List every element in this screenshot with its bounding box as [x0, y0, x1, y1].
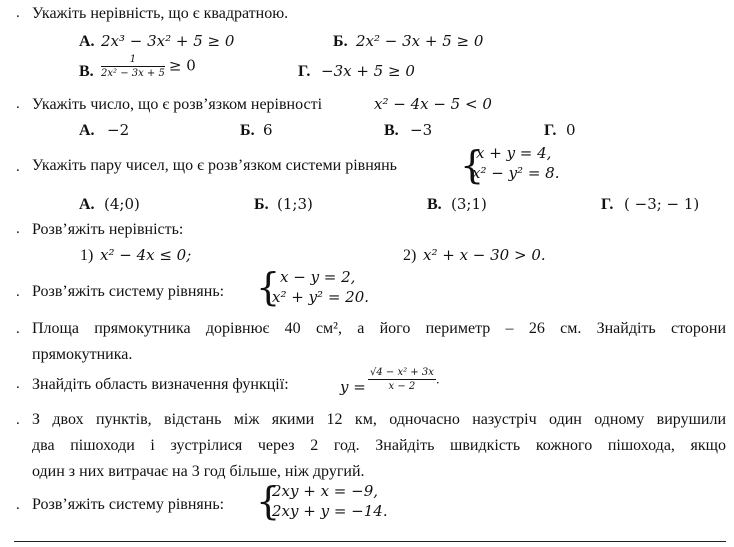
bottom-divider	[14, 541, 726, 542]
q9-equation-1: 2xy + x = −9,	[272, 482, 379, 500]
system-brace: {	[256, 265, 281, 309]
q4-prompt: Розв’яжіть нерівність:	[32, 221, 184, 238]
q3-equation-1: x + y = 4,	[476, 144, 552, 162]
fraction-numerator: √4 − x² + 3x	[370, 367, 434, 378]
q3-option-g-letter: Г.	[601, 196, 614, 213]
q4-part-1: x² − 4x ≤ 0;	[100, 246, 192, 264]
q3-option-a-letter: А.	[79, 196, 95, 213]
q7-lhs: y =	[340, 378, 366, 396]
q2-prompt: Укажіть число, що є розв’язком нерівності	[32, 96, 323, 113]
fraction-denominator: 2x² − 3x + 5	[101, 68, 165, 79]
bullet: .	[16, 159, 20, 175]
q2-option-a: −2	[107, 121, 130, 139]
bullet: .	[16, 376, 20, 392]
q3-option-a: (4;0)	[104, 195, 140, 213]
bullet: .	[16, 96, 20, 112]
q1-option-v	[101, 54, 196, 80]
bullet: .	[16, 497, 20, 513]
q8-text-line-1: З двох пунктів, відстань між якими 12 км, одночасно назустріч один одному вирушили	[32, 411, 726, 428]
q6-text-line-2: прямокутника.	[32, 346, 133, 363]
q8-text-line-2: два пішоходи і зустрілися через 2 год. Знайдіть швидкість кожного пішохода, якщо	[32, 437, 726, 454]
bullet: .	[16, 321, 20, 337]
system-brace: {	[460, 143, 485, 187]
q1-option-v-tail: ≥ 0	[168, 56, 196, 75]
q2-option-v-letter: В.	[384, 122, 399, 139]
q5-equation-1: x − y = 2,	[280, 268, 356, 286]
q3-equation-2: x² − y² = 8.	[472, 164, 560, 182]
q3-option-b: (1;3)	[277, 195, 313, 213]
bullet: .	[16, 5, 20, 21]
q2-option-g-letter: Г.	[544, 122, 557, 139]
q4-part-2: x² + x − 30 > 0.	[423, 246, 546, 264]
q3-prompt: Укажіть пару чисел, що є розв’язком системи рівнянь	[32, 157, 397, 174]
q4-part-2-label: 2)	[403, 247, 417, 264]
system-brace: {	[256, 479, 281, 523]
q3-option-g: ( −3; − 1)	[624, 195, 700, 213]
q2-option-a-letter: А.	[79, 122, 95, 139]
q1-option-g: −3x + 5 ≥ 0	[321, 62, 415, 80]
q5-equation-2: x² + y² = 20.	[272, 288, 370, 306]
q2-option-b: 6	[263, 121, 273, 139]
fraction-denominator: x − 2	[388, 381, 416, 392]
fraction	[368, 367, 436, 393]
bullet: .	[16, 412, 20, 428]
q2-option-b-letter: Б.	[240, 122, 255, 139]
fraction-numerator: 1	[101, 54, 165, 67]
q5-prompt: Розв’яжіть систему рівнянь:	[32, 283, 225, 300]
q7-prompt: Знайдіть область визначення функції:	[32, 376, 289, 393]
bullet: .	[16, 221, 20, 237]
q9-equation-2: 2xy + y = −14.	[272, 502, 388, 520]
q2-expression: x² − 4x − 5 < 0	[374, 95, 492, 113]
q1-prompt: Укажіть нерівність, що є квадратною.	[32, 5, 289, 22]
q8-text-line-3: один з них витрачає на 3 год більше, ніж другий.	[32, 463, 365, 480]
q3-option-v-letter: В.	[427, 196, 442, 213]
q1-option-b: 2x² − 3x + 5 ≥ 0	[356, 32, 484, 50]
q1-option-v-letter: В.	[79, 63, 94, 80]
q1-option-a-letter: А.	[79, 33, 95, 50]
q3-option-v: (3;1)	[451, 195, 487, 213]
q7-fraction: $\frac{\text{√4 − x² + 3x}}{x - 2}$ .	[370, 367, 440, 392]
q4-part-1-label: 1)	[80, 247, 94, 264]
fraction	[101, 54, 165, 80]
q3-option-b-letter: Б.	[254, 196, 269, 213]
q2-option-v: −3	[410, 121, 433, 139]
bullet: .	[16, 284, 20, 300]
q1-option-a: 2x³ − 3x² + 5 ≥ 0	[101, 32, 235, 50]
q9-prompt: Розв’яжіть систему рівнянь:	[32, 496, 225, 513]
q1-option-b-letter: Б.	[333, 33, 348, 50]
q1-option-g-letter: Г.	[298, 63, 311, 80]
q6-text-line-1: Площа прямокутника дорівнює 40 см², а його периметр – 26 см. Знайдіть сторони	[32, 320, 726, 337]
q2-option-g: 0	[566, 121, 576, 139]
